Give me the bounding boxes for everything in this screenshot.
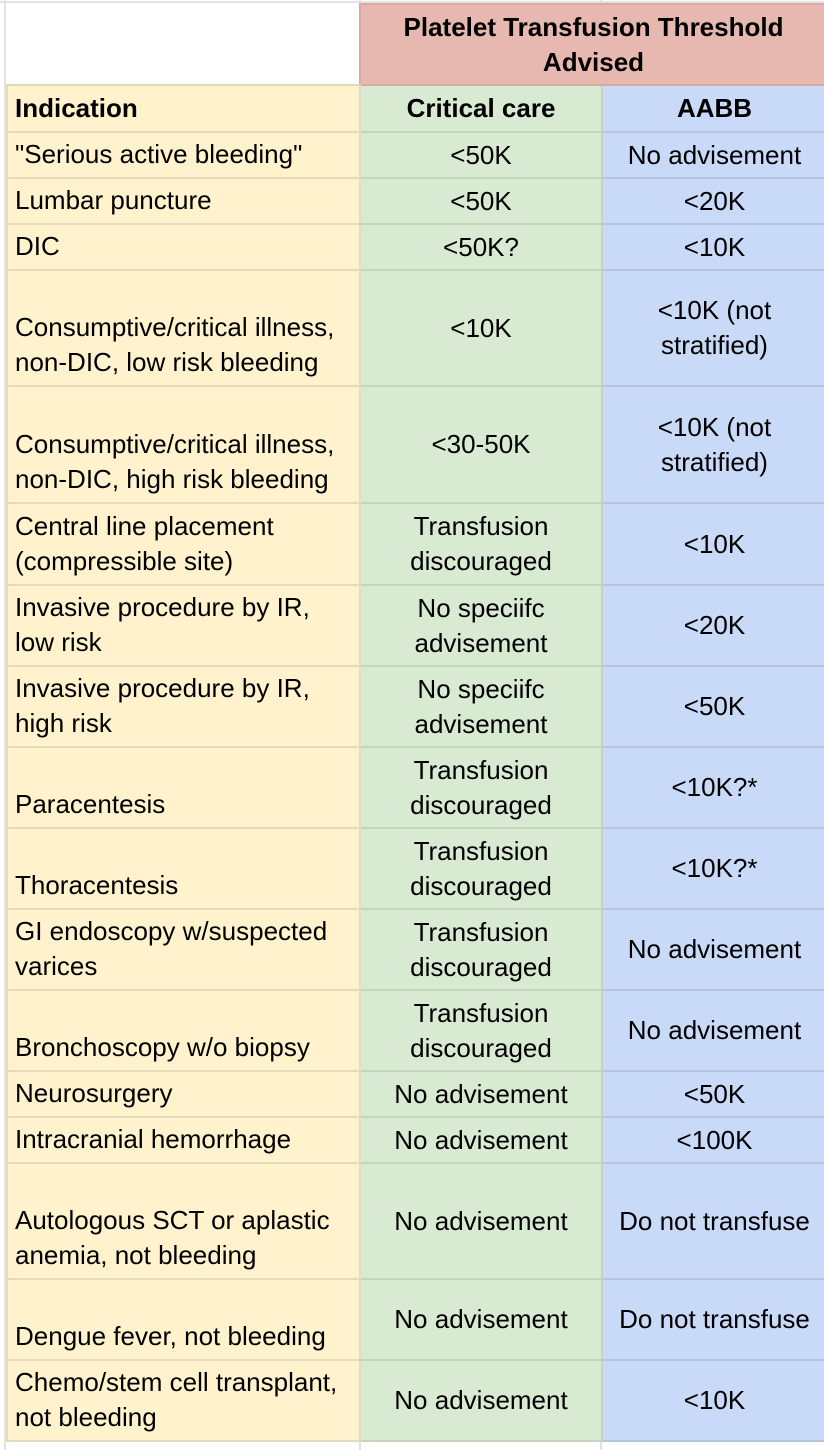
aabb-cell[interactable]: <10K (not stratified) <box>602 270 824 386</box>
indication-cell[interactable]: DIC <box>7 224 360 270</box>
header-critical-care[interactable]: Critical care <box>360 85 602 132</box>
critical-care-cell[interactable]: No advisement <box>360 1163 602 1279</box>
aabb-cell[interactable]: Do not transfuse <box>602 1163 824 1279</box>
indication-cell[interactable]: Lumbar puncture <box>7 178 360 224</box>
table-body <box>7 132 824 1441</box>
header-indication[interactable]: Indication <box>7 85 360 132</box>
table-row <box>7 666 824 747</box>
table-row <box>7 1360 824 1441</box>
aabb-cell[interactable]: Do not transfuse <box>602 1279 824 1360</box>
table-row <box>7 132 824 178</box>
table-row <box>7 1279 824 1360</box>
critical-care-cell[interactable]: Transfusion discouraged <box>360 747 602 828</box>
aabb-cell[interactable]: <10K <box>602 1360 824 1441</box>
indication-cell[interactable]: Paracentesis <box>7 747 360 828</box>
critical-care-cell[interactable]: <50K? <box>360 224 602 270</box>
critical-care-cell[interactable]: Transfusion discouraged <box>360 909 602 990</box>
indication-cell[interactable]: Neurosurgery <box>7 1071 360 1117</box>
critical-care-cell[interactable]: No advisement <box>360 1360 602 1441</box>
indication-cell[interactable]: Intracranial hemorrhage <box>7 1117 360 1163</box>
header-row <box>7 85 824 132</box>
aabb-cell[interactable]: <10K <box>602 224 824 270</box>
critical-care-cell[interactable]: Transfusion discouraged <box>360 990 602 1071</box>
table-row <box>7 1071 824 1117</box>
table-row <box>7 990 824 1071</box>
critical-care-cell[interactable]: <50K <box>360 132 602 178</box>
platelet-threshold-table <box>6 3 824 1442</box>
aabb-cell[interactable]: <10K?* <box>602 828 824 909</box>
table-row <box>7 1163 824 1279</box>
indication-cell[interactable]: Chemo/stem cell transplant, not bleeding <box>7 1360 360 1441</box>
indication-cell[interactable]: "Serious active bleeding" <box>7 132 360 178</box>
indication-cell[interactable]: Dengue fever, not bleeding <box>7 1279 360 1360</box>
aabb-cell[interactable]: No advisement <box>602 132 824 178</box>
empty-cell[interactable] <box>7 4 360 85</box>
indication-cell[interactable]: Consumptive/critical illness, non-DIC, low risk bleeding <box>7 270 360 386</box>
table-title[interactable]: Platelet Transfusion Threshold Advised <box>360 4 824 85</box>
table-row <box>7 270 824 386</box>
indication-cell[interactable]: Invasive procedure by IR, high risk <box>7 666 360 747</box>
critical-care-cell[interactable]: Transfusion discouraged <box>360 828 602 909</box>
aabb-cell[interactable]: <100K <box>602 1117 824 1163</box>
aabb-cell[interactable]: <20K <box>602 585 824 666</box>
aabb-cell[interactable]: <50K <box>602 666 824 747</box>
table-row <box>7 909 824 990</box>
aabb-cell[interactable]: <10K (not stratified) <box>602 386 824 503</box>
critical-care-cell[interactable]: No advisement <box>360 1071 602 1117</box>
table-row <box>7 503 824 585</box>
table-row <box>7 585 824 666</box>
header-aabb[interactable]: AABB <box>602 85 824 132</box>
critical-care-cell[interactable]: No advisement <box>360 1279 602 1360</box>
aabb-cell[interactable]: No advisement <box>602 990 824 1071</box>
critical-care-cell[interactable]: No advisement <box>360 1117 602 1163</box>
critical-care-cell[interactable]: <10K <box>360 270 602 386</box>
indication-cell[interactable]: Consumptive/critical illness, non-DIC, high risk bleeding <box>7 386 360 503</box>
table-row <box>7 828 824 909</box>
indication-cell[interactable]: Autologous SCT or aplastic anemia, not bleeding <box>7 1163 360 1279</box>
table-row <box>7 747 824 828</box>
critical-care-cell[interactable]: <50K <box>360 178 602 224</box>
indication-cell[interactable]: GI endoscopy w/suspected varices <box>7 909 360 990</box>
indication-cell[interactable]: Thoracentesis <box>7 828 360 909</box>
table-row <box>7 1117 824 1163</box>
aabb-cell[interactable]: <10K <box>602 503 824 585</box>
critical-care-cell[interactable]: No speciifc advisement <box>360 585 602 666</box>
critical-care-cell[interactable]: Transfusion discouraged <box>360 503 602 585</box>
table-row <box>7 224 824 270</box>
indication-cell[interactable]: Invasive procedure by IR, low risk <box>7 585 360 666</box>
indication-cell[interactable]: Bronchoscopy w/o biopsy <box>7 990 360 1071</box>
aabb-cell[interactable]: No advisement <box>602 909 824 990</box>
table-row <box>7 178 824 224</box>
title-row <box>7 4 824 85</box>
critical-care-cell[interactable]: <30-50K <box>360 386 602 503</box>
aabb-cell[interactable]: <10K?* <box>602 747 824 828</box>
critical-care-cell[interactable]: No speciifc advisement <box>360 666 602 747</box>
table-row <box>7 386 824 503</box>
aabb-cell[interactable]: <50K <box>602 1071 824 1117</box>
aabb-cell[interactable]: <20K <box>602 178 824 224</box>
indication-cell[interactable]: Central line placement (compressible site) <box>7 503 360 585</box>
